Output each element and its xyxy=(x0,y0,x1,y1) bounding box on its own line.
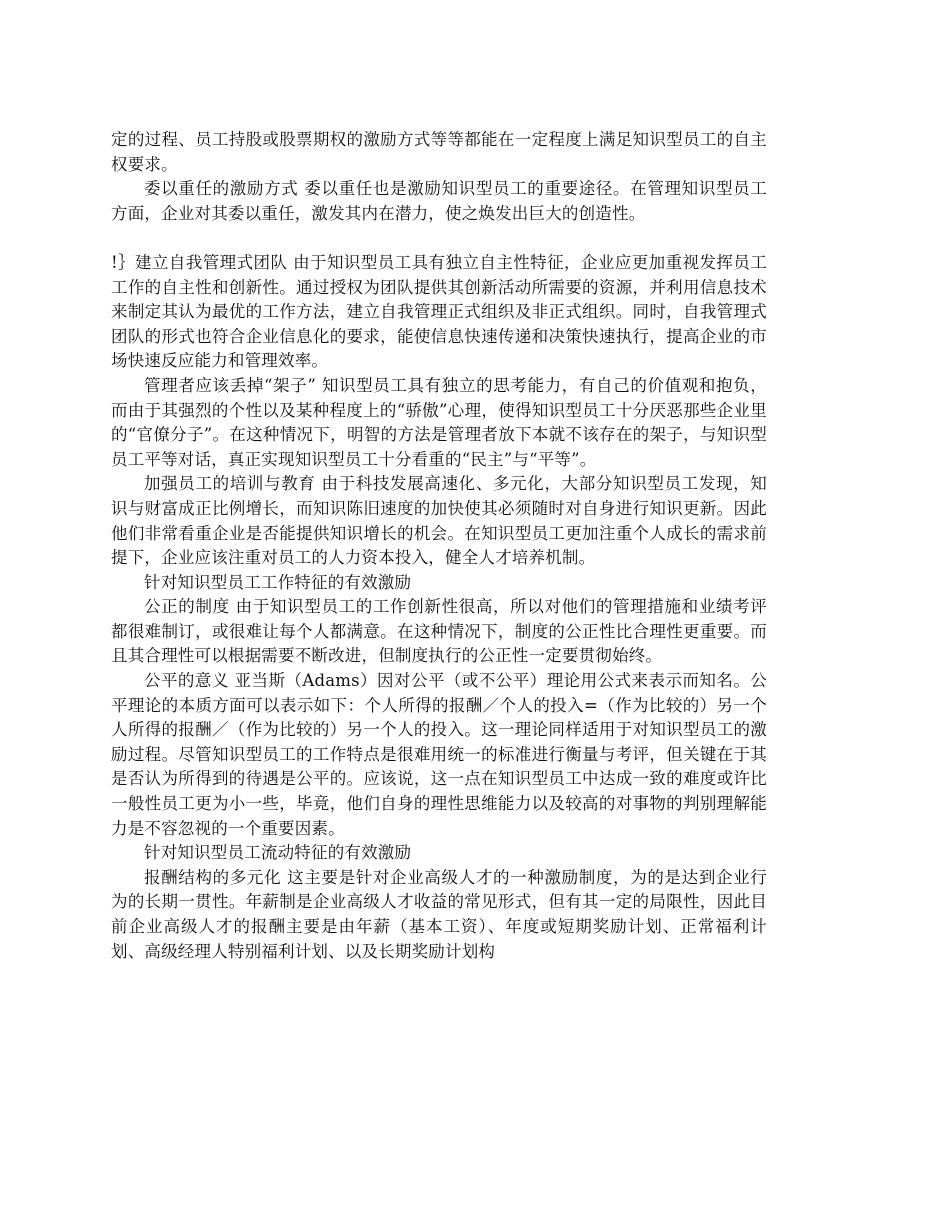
paragraph-equity-theory: 公平的意义 亚当斯（Adams）因对公平（或不公平）理论用公式来表示而知名。公平理论的本质方面可以表示如下：个人所得的报酬／个人的投入=（作为比较的）另一个人所得的报酬／（作为比较的）另一个人的投入。这一理论同样适用于对知识型员工的激励过程。尽管知识型员工的工作特点是很难用统一的标准进行衡量与考评，但关键在于其是否认为所得到的待遇是公平的。应该说，这一点在知识型员工中达成一致的难度或许比一般性员工更为小一些，毕竟，他们自身的理性思维能力以及较高的对事物的判别理解能力是不容忽视的一个重要因素。 xyxy=(111,671,767,838)
section-heading-mobility-features: 针对知识型员工流动特征的有效激励 xyxy=(144,843,412,863)
paragraph-training: 加强员工的培训与教育 由于科技发展高速化、多元化，大部分知识型员工发现，知识与财富成正比例增长，而知识陈旧速度的加快使其必须随时对自身进行知识更新。因此他们非常看重企业是否能提供知识增长的机会。在知识型员工更加注重个人成长的需求前提下，企业应该注重对员工的人力资本投入，健全人才培养机制。 xyxy=(111,474,767,568)
paragraph-continuation: 定的过程、员工持股或股票期权的激励方式等等都能在一定程度上满足知识型员工的自主权要求。 xyxy=(111,130,767,174)
paragraph-self-managed-team: !｝建立自我管理式团队 由于知识型员工具有独立自主性特征，企业应更加重视发挥员工工作的自主性和创新性。通过授权为团队提供其创新活动所需要的资源，并利用信息技术来制定其认为最优的工作方法，建立自我管理正式组织及非正式组织。同时，自我管理式团队的形式也符合企业信息化的要求，能使信息快速传递和决策快速执行，提高企业的市场快速反应能力和管理效率。 xyxy=(111,252,767,371)
document-body xyxy=(111,128,767,964)
section-heading-work-features: 针对知识型员工工作特征的有效激励 xyxy=(144,572,412,592)
paragraph-fair-system: 公正的制度 由于知识型员工的工作创新性很高，所以对他们的管理措施和业绩考评都很难制订，或很难让每个人都满意。在这种情况下，制度的公正性比合理性更重要。而且其合理性可以根据需要不断改进，但制度执行的公正性一定要贯彻始终。 xyxy=(111,597,767,666)
paragraph-manager-attitude: 管理者应该丢掉“架子” 知识型员工具有独立的思考能力，有自己的价值观和抱负，而由于其强烈的个性以及某种程度上的“骄傲”心理，使得知识型员工十分厌恶那些企业里的“官僚分子”。在这种情况下，明智的方法是管理者放下本就不该存在的架子，与知识型员工平等对话，真正实现知识型员工十分看重的“民主”与“平等”。 xyxy=(111,375,767,469)
paragraph-delegation: 委以重任的激励方式 委以重任也是激励知识型员工的重要途径。在管理知识型员工方面，企业对其委以重任，激发其内在潜力，使之焕发出巨大的创造性。 xyxy=(111,179,767,223)
paragraph-compensation-structure: 报酬结构的多元化 这主要是针对企业高级人才的一种激励制度，为的是达到企业行为的长期一贯性。年薪制是企业高级人才收益的常见形式，但有其一定的局限性，因此目前企业高级人才的报酬主要是由年薪（基本工资）、年度或短期奖励计划、正常福利计划、高级经理人特别福利计划、以及长期奖励计划构 xyxy=(111,867,767,961)
